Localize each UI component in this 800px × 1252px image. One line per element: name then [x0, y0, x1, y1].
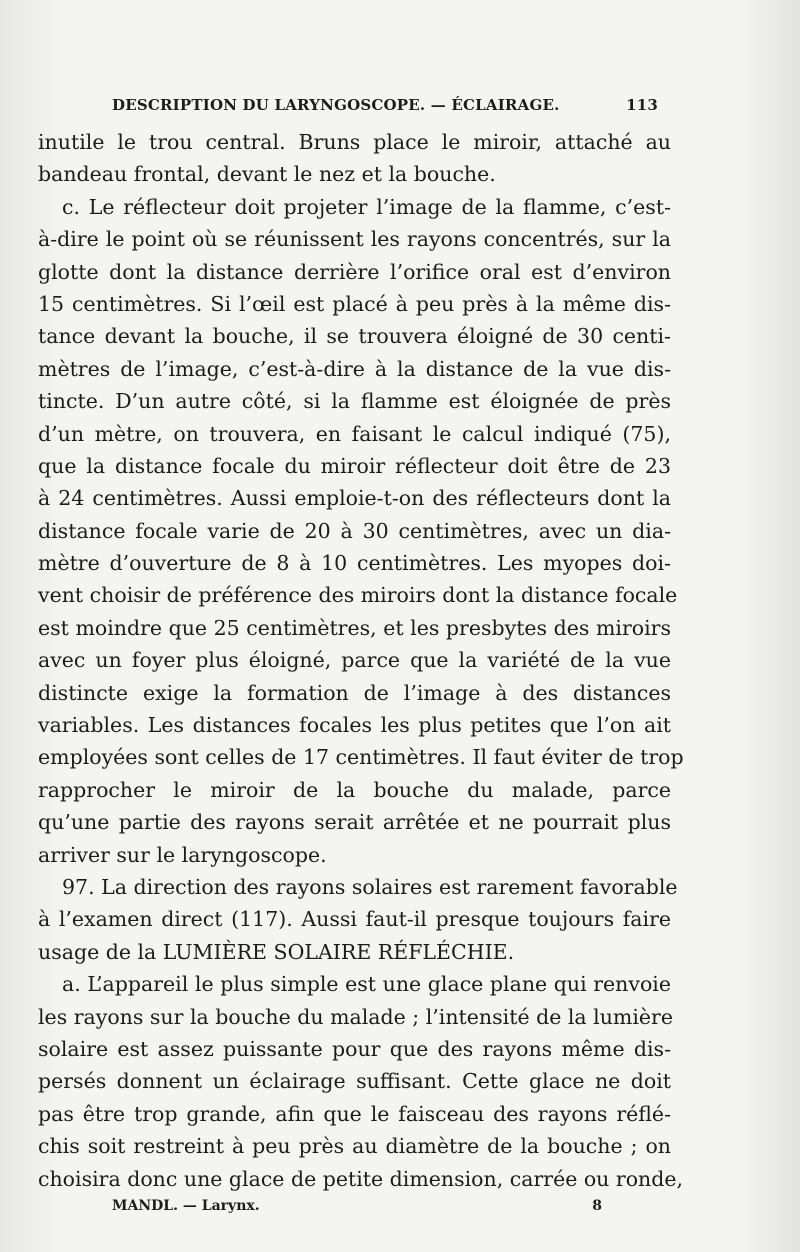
- text-line: bandeau frontal, devant le nez et la bouche.: [38, 162, 496, 187]
- page-footer: [112, 1198, 602, 1222]
- text-line: employées sont celles de 17 centimètres. Il faut éviter de trop: [38, 745, 684, 770]
- text-line: à l’examen direct (117). Aussi faut-il presque toujours faire: [38, 907, 671, 932]
- text-line: glotte dont la distance derrière l’orifice oral est d’environ: [38, 259, 671, 284]
- text-line: les rayons sur la bouche du malade ; l’intensité de la lumière: [38, 1004, 673, 1029]
- text-line: usage de la LUMIÈRE SOLAIRE RÉFLÉCHIE.: [38, 939, 515, 964]
- text-line: pas être trop grande, afin que le faisceau des rayons réflé-: [38, 1101, 671, 1126]
- text-line: est moindre que 25 centimètres, et les presbytes des miroirs: [38, 615, 671, 640]
- text-line: mètre d’ouverture de 8 à 10 centimètres. Les myopes doi-: [38, 551, 671, 576]
- text-line: arriver sur le laryngoscope.: [38, 842, 327, 867]
- text-line: chis soit restreint à peu près au diamètre de la bouche ; on: [38, 1134, 671, 1159]
- text-line: persés donnent un éclairage suffisant. Cette glace ne doit: [38, 1069, 671, 1094]
- text-line: à-dire le point où se réunissent les rayons concentrés, sur la: [38, 227, 671, 252]
- body-text: [38, 126, 684, 1195]
- text-line: tance devant la bouche, il se trouvera éloigné de 30 centi-: [38, 324, 671, 349]
- text-line: a. L’appareil le plus simple est une glace plane qui renvoie: [62, 972, 671, 997]
- text-line: 97. La direction des rayons solaires est rarement favorable: [62, 874, 678, 899]
- text-line: solaire est assez puissante pour que des rayons même dis-: [38, 1036, 671, 1061]
- page-number: 113: [626, 96, 658, 114]
- text-line: à 24 centimètres. Aussi emploie-t-on des réflecteurs dont la: [38, 486, 671, 511]
- text-line: c. Le réflecteur doit projeter l’image de la flamme, c’est-: [62, 194, 671, 219]
- text-line: choisira donc une glace de petite dimension, carrée ou ronde,: [38, 1166, 684, 1191]
- text-line: mètres de l’image, c’est-à-dire à la distance de la vue dis-: [38, 356, 671, 381]
- text-line: distincte exige la formation de l’image à des distances: [38, 680, 671, 705]
- text-line: avec un foyer plus éloigné, parce que la variété de la vue: [38, 648, 671, 673]
- signature-mark: MANDL. — Larynx.: [112, 1198, 260, 1214]
- text-line: 15 centimètres. Si l’œil est placé à peu près à la même dis-: [38, 291, 671, 316]
- text-line: d’un mètre, on trouvera, en faisant le calcul indiqué (75),: [38, 421, 671, 446]
- text-line: que la distance focale du miroir réflecteur doit être de 23: [38, 453, 671, 478]
- text-line: variables. Les distances focales les plus petites que l’on ait: [38, 713, 671, 738]
- sheet-number: 8: [592, 1198, 602, 1214]
- text-line: tincte. D’un autre côté, si la flamme est éloignée de près: [38, 389, 671, 414]
- running-title: DESCRIPTION DU LARYNGOSCOPE. — ÉCLAIRAGE.: [112, 96, 560, 114]
- running-header: [112, 96, 658, 122]
- text-line: rapprocher le miroir de la bouche du malade, parce: [38, 777, 671, 802]
- text-line: qu’une partie des rayons serait arrêtée et ne pourrait plus: [38, 810, 671, 835]
- text-line: vent choisir de préférence des miroirs dont la distance focale: [38, 583, 678, 608]
- text-line: distance focale varie de 20 à 30 centimètres, avec un dia-: [38, 518, 671, 543]
- text-line: inutile le trou central. Bruns place le miroir, attaché au: [38, 130, 671, 154]
